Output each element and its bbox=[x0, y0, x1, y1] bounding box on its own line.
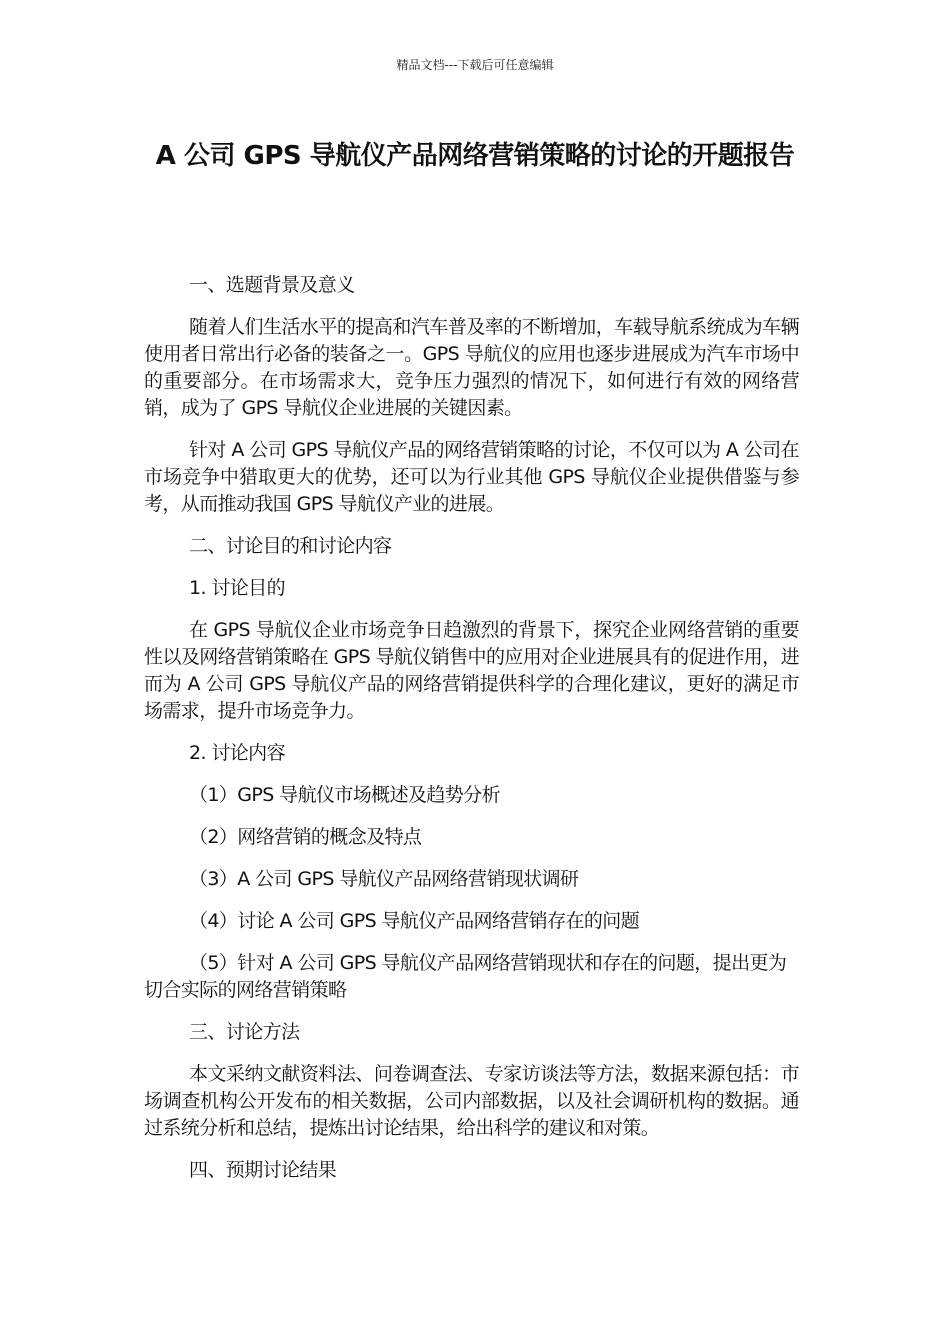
document-title: A 公司 GPS 导航仪产品网络营销策略的讨论的开题报告 bbox=[155, 141, 795, 171]
list-item: （5）针对 A 公司 GPS 导航仪产品网络营销现状和存在的问题，提出更为切合实际的网络营销策略 bbox=[144, 952, 787, 1001]
paragraph: 针对 A 公司 GPS 导航仪产品的网络营销策略的讨论，不仅可以为 A 公司在市场竞争中猎取更大的优势，还可以为行业其他 GPS 导航仪企业提供借鉴与参考，从而推动我国 GPS 导航仪产业的进展。 bbox=[144, 439, 799, 515]
document-body bbox=[144, 272, 799, 1199]
section-heading-1: 一、选题背景及意义 bbox=[189, 274, 355, 296]
paragraph: 在 GPS 导航仪企业市场竞争日趋激烈的背景下，探究企业网络营销的重要性以及网络营销策略在 GPS 导航仪销售中的应用对企业进展具有的促进作用，进而为 A 公司 GPS 导航仪产品的网络营销提供科学的合理化建议，更好的满足市场需求，提升市场竞争力。 bbox=[144, 619, 799, 722]
paragraph: 本文采纳文献资料法、问卷调查法、专家访谈法等方法，数据来源包括：市场调查机构公开发布的相关数据，公司内部数据，以及社会调研机构的数据。通过系统分析和总结，提炼出讨论结果，给出科学的建议和对策。 bbox=[144, 1063, 799, 1139]
list-item: （2）网络营销的概念及特点 bbox=[189, 826, 422, 848]
list-item: （4）讨论 A 公司 GPS 导航仪产品网络营销存在的问题 bbox=[189, 910, 640, 932]
section-heading-4: 四、预期讨论结果 bbox=[189, 1159, 337, 1181]
section-heading-2: 二、讨论目的和讨论内容 bbox=[189, 535, 392, 557]
list-item: （1）GPS 导航仪市场概述及趋势分析 bbox=[189, 784, 500, 806]
page-watermark: 精品文档---下载后可任意编辑 bbox=[396, 58, 554, 72]
list-item: （3）A 公司 GPS 导航仪产品网络营销现状调研 bbox=[189, 868, 579, 890]
subsection-heading: 2. 讨论内容 bbox=[189, 742, 285, 764]
section-heading-3: 三、讨论方法 bbox=[189, 1021, 300, 1043]
subsection-heading: 1. 讨论目的 bbox=[189, 577, 285, 599]
paragraph: 随着人们生活水平的提高和汽车普及率的不断增加，车载导航系统成为车辆使用者日常出行必备的装备之一。GPS 导航仪的应用也逐步进展成为汽车市场中的重要部分。在市场需求大，竞争压力强烈的情况下，如何进行有效的网络营销，成为了 GPS 导航仪企业进展的关键因素。 bbox=[144, 316, 799, 419]
